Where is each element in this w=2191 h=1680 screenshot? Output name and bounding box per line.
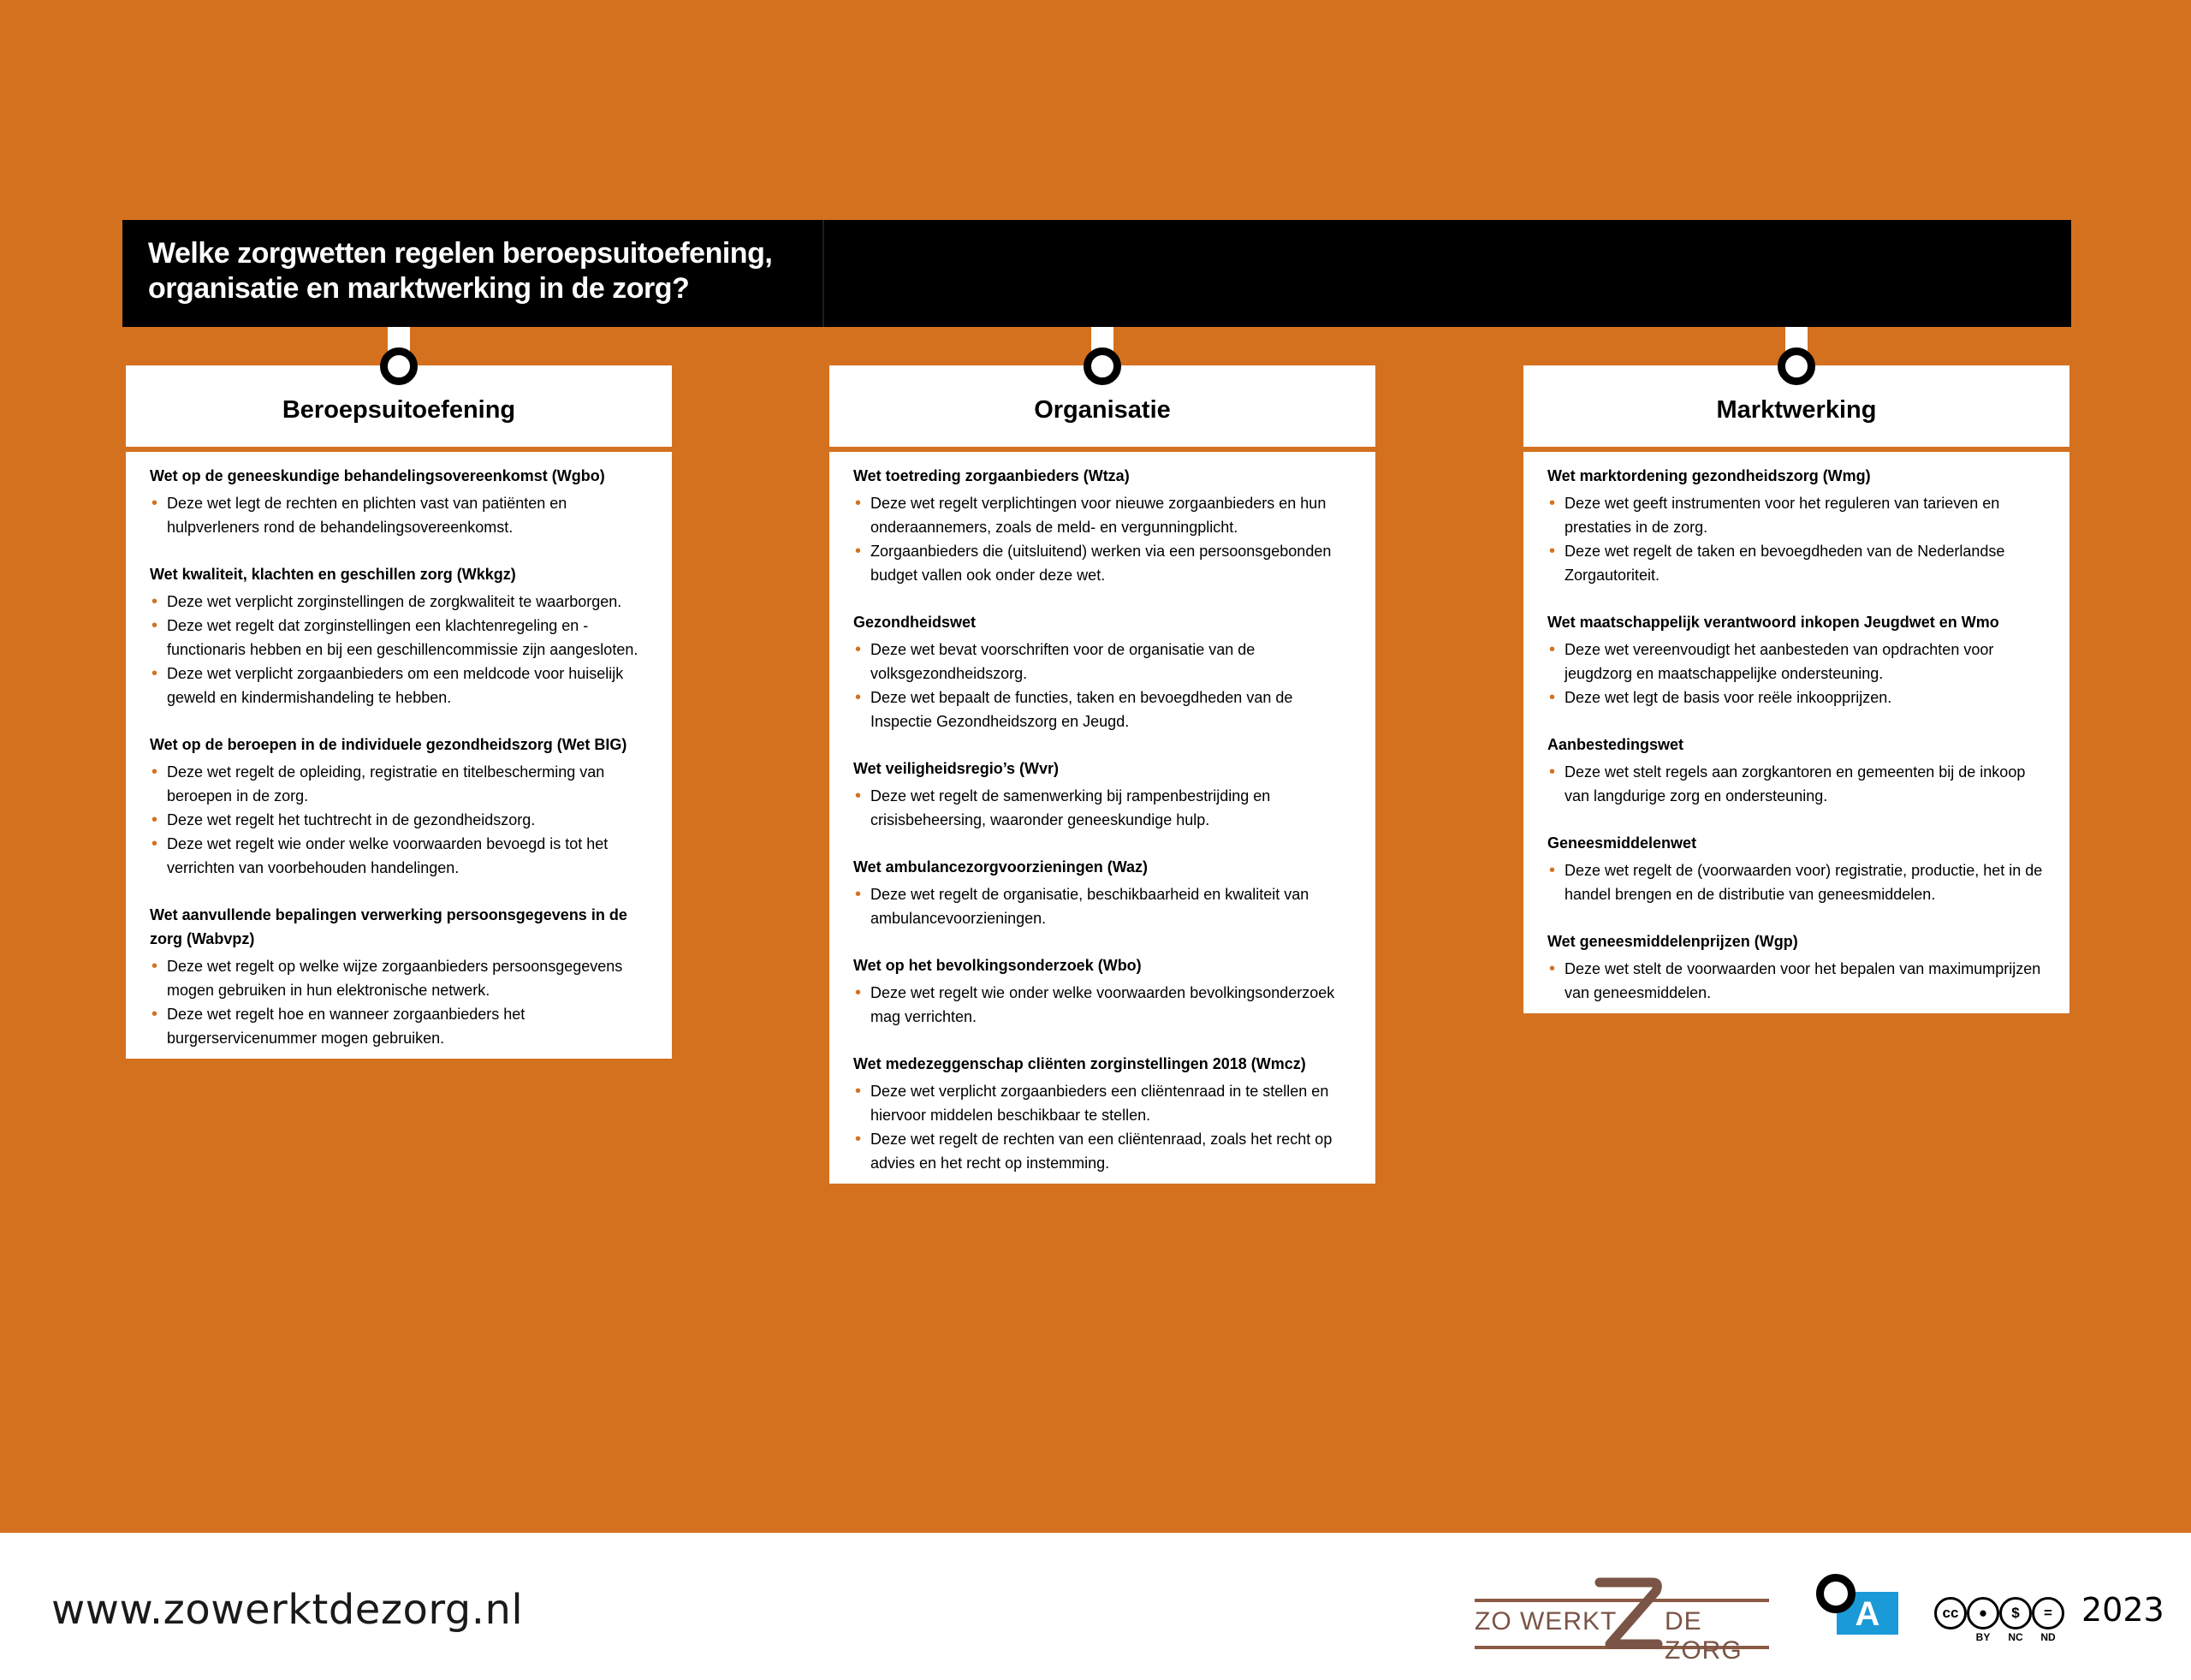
- law-description-item: • Deze wet regelt op welke wijze zorgaanbieders persoonsgegevens mogen gebruiken in hun elektronische netwerk.: [150, 954, 648, 1002]
- column-heading: Organisatie: [829, 365, 1375, 447]
- zo-werkt-de-zorg-logo: [1475, 1577, 1769, 1665]
- law-title: Wet geneesmiddelenprijzen (Wgp): [1547, 933, 1798, 950]
- column-body: [829, 452, 1375, 1184]
- law-description-list: [853, 1079, 1351, 1175]
- creative-commons-license: [1934, 1597, 2066, 1647]
- connector-node-icon: [380, 347, 418, 385]
- law-description-item: • Deze wet regelt de (voorwaarden voor) registratie, productie, het in de handel brengen en de distributie van geneesmiddelen.: [1547, 858, 2046, 906]
- title-bar: [122, 220, 2071, 327]
- connector-node-icon: [1778, 347, 1815, 385]
- law-description-item: • Deze wet verplicht zorginstellingen de zorgkwaliteit te waarborgen.: [150, 590, 648, 614]
- law-block: [853, 1052, 1351, 1175]
- nc-dollar-icon: $: [1999, 1597, 2032, 1630]
- by-person-icon: ●: [1967, 1597, 1999, 1630]
- law-description-item: • Deze wet legt de basis voor reële inkoopprijzen.: [1547, 686, 2046, 709]
- law-title: Wet medezeggenschap cliënten zorginstellingen 2018 (Wmcz): [853, 1055, 1306, 1072]
- copyright-year: 2023: [2081, 1591, 2164, 1629]
- law-block: [1547, 929, 2046, 1005]
- law-description-item: • Deze wet vereenvoudigt het aanbesteden van opdrachten voor jeugdzorg en maatschappelijke ondersteuning.: [1547, 638, 2046, 686]
- law-title: Wet marktordening gezondheidszorg (Wmg): [1547, 467, 1871, 484]
- law-title: Gezondheidswet: [853, 614, 977, 631]
- law-block: [853, 757, 1351, 832]
- law-block: [1547, 610, 2046, 709]
- law-description-list: [1547, 638, 2046, 709]
- law-title: Wet toetreding zorgaanbieders (Wtza): [853, 467, 1130, 484]
- law-description-list: [1547, 760, 2046, 808]
- law-block: [853, 610, 1351, 733]
- footer: [0, 1533, 2191, 1680]
- law-block: [150, 733, 648, 880]
- law-description-item: • Deze wet regelt dat zorginstellingen een klachtenregeling en -functionaris hebben en bij een geschillencommissie zijn aangesloten.: [150, 614, 648, 662]
- law-description-list: [853, 784, 1351, 832]
- law-title: Wet kwaliteit, klachten en geschillen zorg (Wkkgz): [150, 566, 516, 583]
- oa-letter: A: [1837, 1592, 1898, 1635]
- law-description-item: • Deze wet regelt wie onder welke voorwaarden bevoegd is tot het verrichten van voorbehouden handelingen.: [150, 832, 648, 880]
- law-title: Wet op de geneeskundige behandelingsovereenkomst (Wgbo): [150, 467, 605, 484]
- law-description-list: [150, 954, 648, 1050]
- law-block: [150, 562, 648, 709]
- law-description-item: • Deze wet stelt de voorwaarden voor het bepalen van maximumprijzen van geneesmiddelen.: [1547, 957, 2046, 1005]
- law-block: [150, 464, 648, 539]
- cc-label-nc: NC: [2008, 1631, 2023, 1643]
- law-description-item: • Deze wet regelt verplichtingen voor nieuwe zorgaanbieders en hun onderaannemers, zoals de meld- en vergunningplicht.: [853, 491, 1351, 539]
- logo-text-right: DE ZORG: [1665, 1607, 1743, 1665]
- law-title: Wet maatschappelijk verantwoord inkopen Jeugdwet en Wmo: [1547, 614, 1999, 631]
- law-title: Wet veiligheidsregio’s (Wvr): [853, 760, 1060, 777]
- law-description-list: [853, 882, 1351, 930]
- cc-icon: cc: [1934, 1597, 1967, 1630]
- law-block: [853, 464, 1351, 587]
- law-description-item: • Deze wet regelt de opleiding, registratie en titelbescherming van beroepen in de zorg.: [150, 760, 648, 808]
- law-description-item: • Deze wet verplicht zorgaanbieders een cliëntenraad in te stellen en hiervoor middelen beschikbaar te stellen.: [853, 1079, 1351, 1127]
- law-description-item: • Deze wet bepaalt de functies, taken en bevoegdheden van de Inspectie Gezondheidszorg en Jeugd.: [853, 686, 1351, 733]
- cc-label-nd: ND: [2040, 1631, 2056, 1643]
- law-description-list: [1547, 957, 2046, 1005]
- connector-node-icon: [1084, 347, 1121, 385]
- logo-text-left: ZO WERKT: [1475, 1607, 1618, 1635]
- page-title: Welke zorgwetten regelen beroepsuitoefening, organisatie en marktwerking in de zorg?: [148, 237, 773, 305]
- law-description-item: • Deze wet regelt wie onder welke voorwaarden bevolkingsonderzoek mag verrichten.: [853, 981, 1351, 1029]
- column-body: [126, 452, 672, 1059]
- law-description-item: • Deze wet regelt het tuchtrecht in de gezondheidszorg.: [150, 808, 648, 832]
- law-block: [1547, 733, 2046, 808]
- law-title: Wet op de beroepen in de individuele gezondheidszorg (Wet BIG): [150, 736, 627, 753]
- law-description-list: [853, 638, 1351, 733]
- nd-equals-icon: =: [2032, 1597, 2064, 1630]
- law-description-item: • Deze wet regelt de taken en bevoegdheden van de Nederlandse Zorgautoriteit.: [1547, 539, 2046, 587]
- law-description-item: • Deze wet legt de rechten en plichten vast van patiënten en hulpverleners rond de behandelingsovereenkomst.: [150, 491, 648, 539]
- law-description-item: • Deze wet bevat voorschriften voor de organisatie van de volksgezondheidszorg.: [853, 638, 1351, 686]
- law-block: [1547, 831, 2046, 906]
- oa-circle-icon: [1816, 1574, 1856, 1613]
- law-description-item: • Deze wet geeft instrumenten voor het reguleren van tarieven en prestaties in de zorg.: [1547, 491, 2046, 539]
- law-title: Wet ambulancezorgvoorzieningen (Waz): [853, 858, 1149, 876]
- law-title: Wet op het bevolkingsonderzoek (Wbo): [853, 957, 1142, 974]
- column-body: [1523, 452, 2069, 1013]
- column-heading: Marktwerking: [1523, 365, 2069, 447]
- law-description-list: [150, 760, 648, 880]
- law-description-item: • Deze wet verplicht zorgaanbieders om een meldcode voor huiselijk geweld en kindermishandeling te hebben.: [150, 662, 648, 709]
- law-description-item: • Deze wet regelt hoe en wanneer zorgaanbieders het burgerservicenummer mogen gebruiken.: [150, 1002, 648, 1050]
- z-mark-icon: [1593, 1577, 1663, 1654]
- law-description-list: [1547, 858, 2046, 906]
- law-description-item: • Zorgaanbieders die (uitsluitend) werken via een persoonsgebonden budget vallen ook onder deze wet.: [853, 539, 1351, 587]
- law-title: Geneesmiddelenwet: [1547, 834, 1697, 852]
- law-title: Aanbestedingswet: [1547, 736, 1684, 753]
- law-block: [1547, 464, 2046, 587]
- law-block: [853, 855, 1351, 930]
- law-description-list: [853, 981, 1351, 1029]
- law-description-item: • Deze wet stelt regels aan zorgkantoren en gemeenten bij de inkoop van langdurige zorg en ondersteuning.: [1547, 760, 2046, 808]
- law-description-item: • Deze wet regelt de rechten van een cliëntenraad, zoals het recht op advies en het recht op instemming.: [853, 1127, 1351, 1175]
- law-block: [150, 903, 648, 1050]
- column-heading: Beroepsuitoefening: [126, 365, 672, 447]
- law-description-list: [1547, 491, 2046, 587]
- title-divider: [822, 220, 824, 327]
- cc-label-by: BY: [1975, 1631, 1991, 1643]
- law-description-list: [150, 590, 648, 709]
- oa-logo: [1816, 1574, 1902, 1634]
- website-link[interactable]: www.zowerktdezorg.nl: [51, 1586, 524, 1634]
- law-description-item: • Deze wet regelt de organisatie, beschikbaarheid en kwaliteit van ambulancevoorzieningen.: [853, 882, 1351, 930]
- law-description-list: [150, 491, 648, 539]
- law-block: [853, 953, 1351, 1029]
- law-title: Wet aanvullende bepalingen verwerking persoonsgegevens in de zorg (Wabvpz): [150, 906, 627, 947]
- law-description-list: [853, 491, 1351, 587]
- law-description-item: • Deze wet regelt de samenwerking bij rampenbestrijding en crisisbeheersing, waaronder geneeskundige hulp.: [853, 784, 1351, 832]
